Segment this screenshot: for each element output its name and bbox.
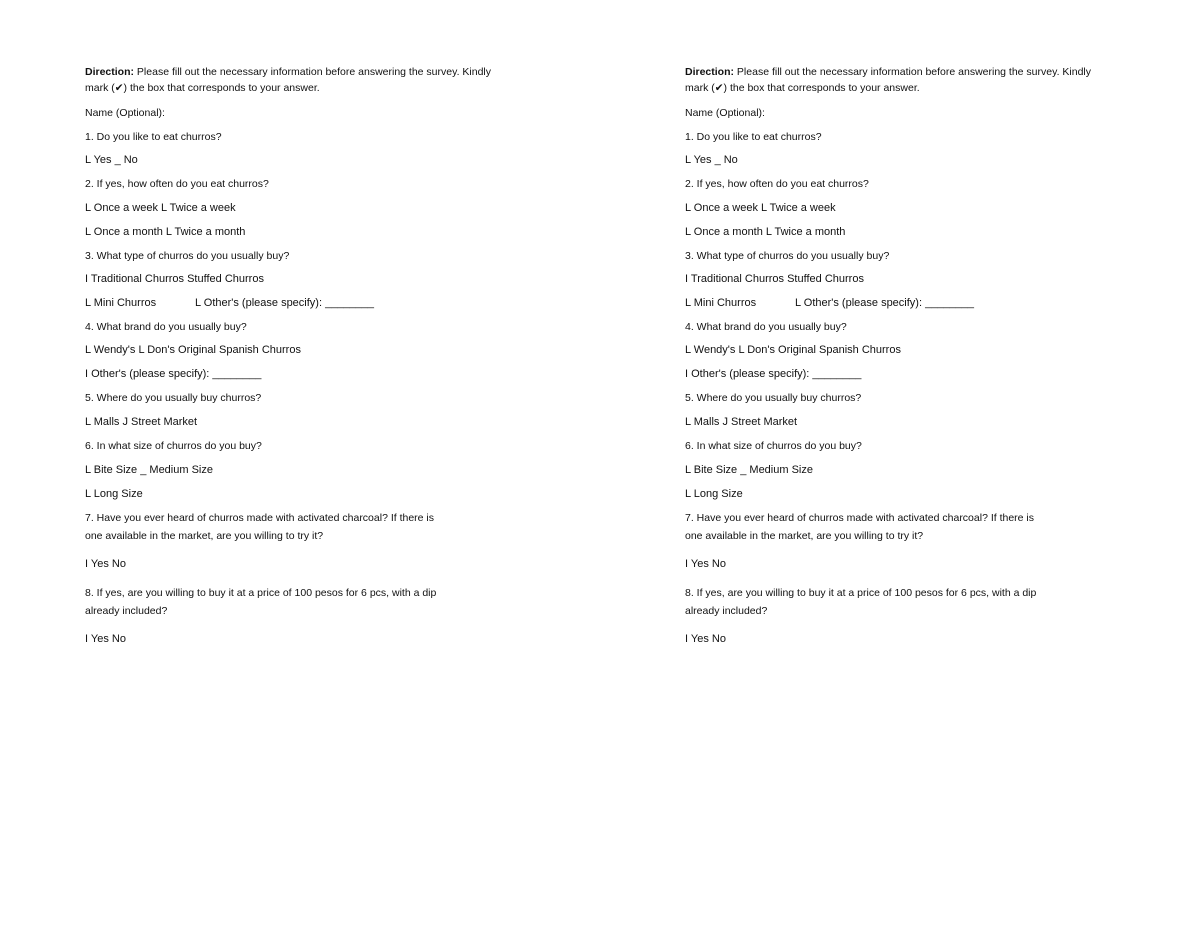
question-1-options: L Yes _ No <box>685 154 738 166</box>
question-5-options: L Malls J Street Market <box>685 416 798 428</box>
question-6-options-a: L Bite Size _ Medium Size <box>85 464 213 476</box>
direction-line-1 <box>85 66 491 79</box>
question-7-line-1: 7. Have you ever heard of churros made with activated charcoal? If there is <box>685 512 1035 524</box>
question-3-option-other: L Other's (please specify): ________ <box>795 297 975 309</box>
question-8-line-1: 8. If yes, are you willing to buy it at a price of 100 pesos for 6 pcs, with a dip <box>85 587 437 599</box>
question-3-option-mini: L Mini Churros <box>85 297 157 309</box>
question-8-line-2: already included? <box>85 605 168 617</box>
survey-form-right <box>685 0 1155 927</box>
question-3-options-a: I Traditional Churros Stuffed Churros <box>685 273 864 285</box>
direction-text: Please fill out the necessary information before answering the survey. Kindly <box>134 66 492 78</box>
question-1: 1. Do you like to eat churros? <box>85 131 222 143</box>
direction-label: Direction: <box>685 66 735 78</box>
question-4-options-b: I Other's (please specify): ________ <box>85 368 262 380</box>
question-3: 3. What type of churros do you usually buy? <box>85 250 290 262</box>
name-field-label: Name (Optional): <box>85 107 165 119</box>
question-1: 1. Do you like to eat churros? <box>685 131 822 143</box>
question-3-option-other: L Other's (please specify): ________ <box>195 297 375 309</box>
direction-line-1 <box>685 66 1091 79</box>
question-7-options: I Yes No <box>85 558 126 570</box>
direction-text: Please fill out the necessary information before answering the survey. Kindly <box>734 66 1092 78</box>
question-8-line-2: already included? <box>685 605 768 617</box>
survey-form-left <box>85 0 555 927</box>
question-3: 3. What type of churros do you usually buy? <box>685 250 890 262</box>
question-8-options: I Yes No <box>85 633 126 645</box>
question-4: 4. What brand do you usually buy? <box>85 321 247 333</box>
question-7-line-1: 7. Have you ever heard of churros made with activated charcoal? If there is <box>85 512 435 524</box>
question-7-line-2: one available in the market, are you willing to try it? <box>685 530 924 542</box>
question-6: 6. In what size of churros do you buy? <box>85 440 262 452</box>
question-6-options-b: L Long Size <box>685 488 743 500</box>
question-2-options-b: L Once a month L Twice a month <box>85 226 246 238</box>
question-3-option-mini: L Mini Churros <box>685 297 757 309</box>
question-5: 5. Where do you usually buy churros? <box>85 392 262 404</box>
question-7-line-2: one available in the market, are you willing to try it? <box>85 530 324 542</box>
question-2-options-a: L Once a week L Twice a week <box>685 202 836 214</box>
question-4-options-a: L Wendy's L Don's Original Spanish Churros <box>85 344 301 356</box>
question-8-options: I Yes No <box>685 633 726 645</box>
question-5-options: L Malls J Street Market <box>85 416 198 428</box>
question-2-options-a: L Once a week L Twice a week <box>85 202 236 214</box>
question-4: 4. What brand do you usually buy? <box>685 321 847 333</box>
question-2: 2. If yes, how often do you eat churros? <box>85 178 269 190</box>
direction-label: Direction: <box>85 66 135 78</box>
question-5: 5. Where do you usually buy churros? <box>685 392 862 404</box>
name-field-label: Name (Optional): <box>685 107 765 119</box>
question-2-options-b: L Once a month L Twice a month <box>685 226 846 238</box>
question-2: 2. If yes, how often do you eat churros? <box>685 178 869 190</box>
question-6: 6. In what size of churros do you buy? <box>685 440 862 452</box>
direction-line-2: mark (✔) the box that corresponds to your answer. <box>85 82 320 94</box>
question-1-options: L Yes _ No <box>85 154 138 166</box>
question-4-options-a: L Wendy's L Don's Original Spanish Churros <box>685 344 901 356</box>
question-6-options-b: L Long Size <box>85 488 143 500</box>
question-6-options-a: L Bite Size _ Medium Size <box>685 464 813 476</box>
question-8-line-1: 8. If yes, are you willing to buy it at a price of 100 pesos for 6 pcs, with a dip <box>685 587 1037 599</box>
question-4-options-b: I Other's (please specify): ________ <box>685 368 862 380</box>
question-7-options: I Yes No <box>685 558 726 570</box>
question-3-options-a: I Traditional Churros Stuffed Churros <box>85 273 264 285</box>
direction-line-2: mark (✔) the box that corresponds to your answer. <box>685 82 920 94</box>
